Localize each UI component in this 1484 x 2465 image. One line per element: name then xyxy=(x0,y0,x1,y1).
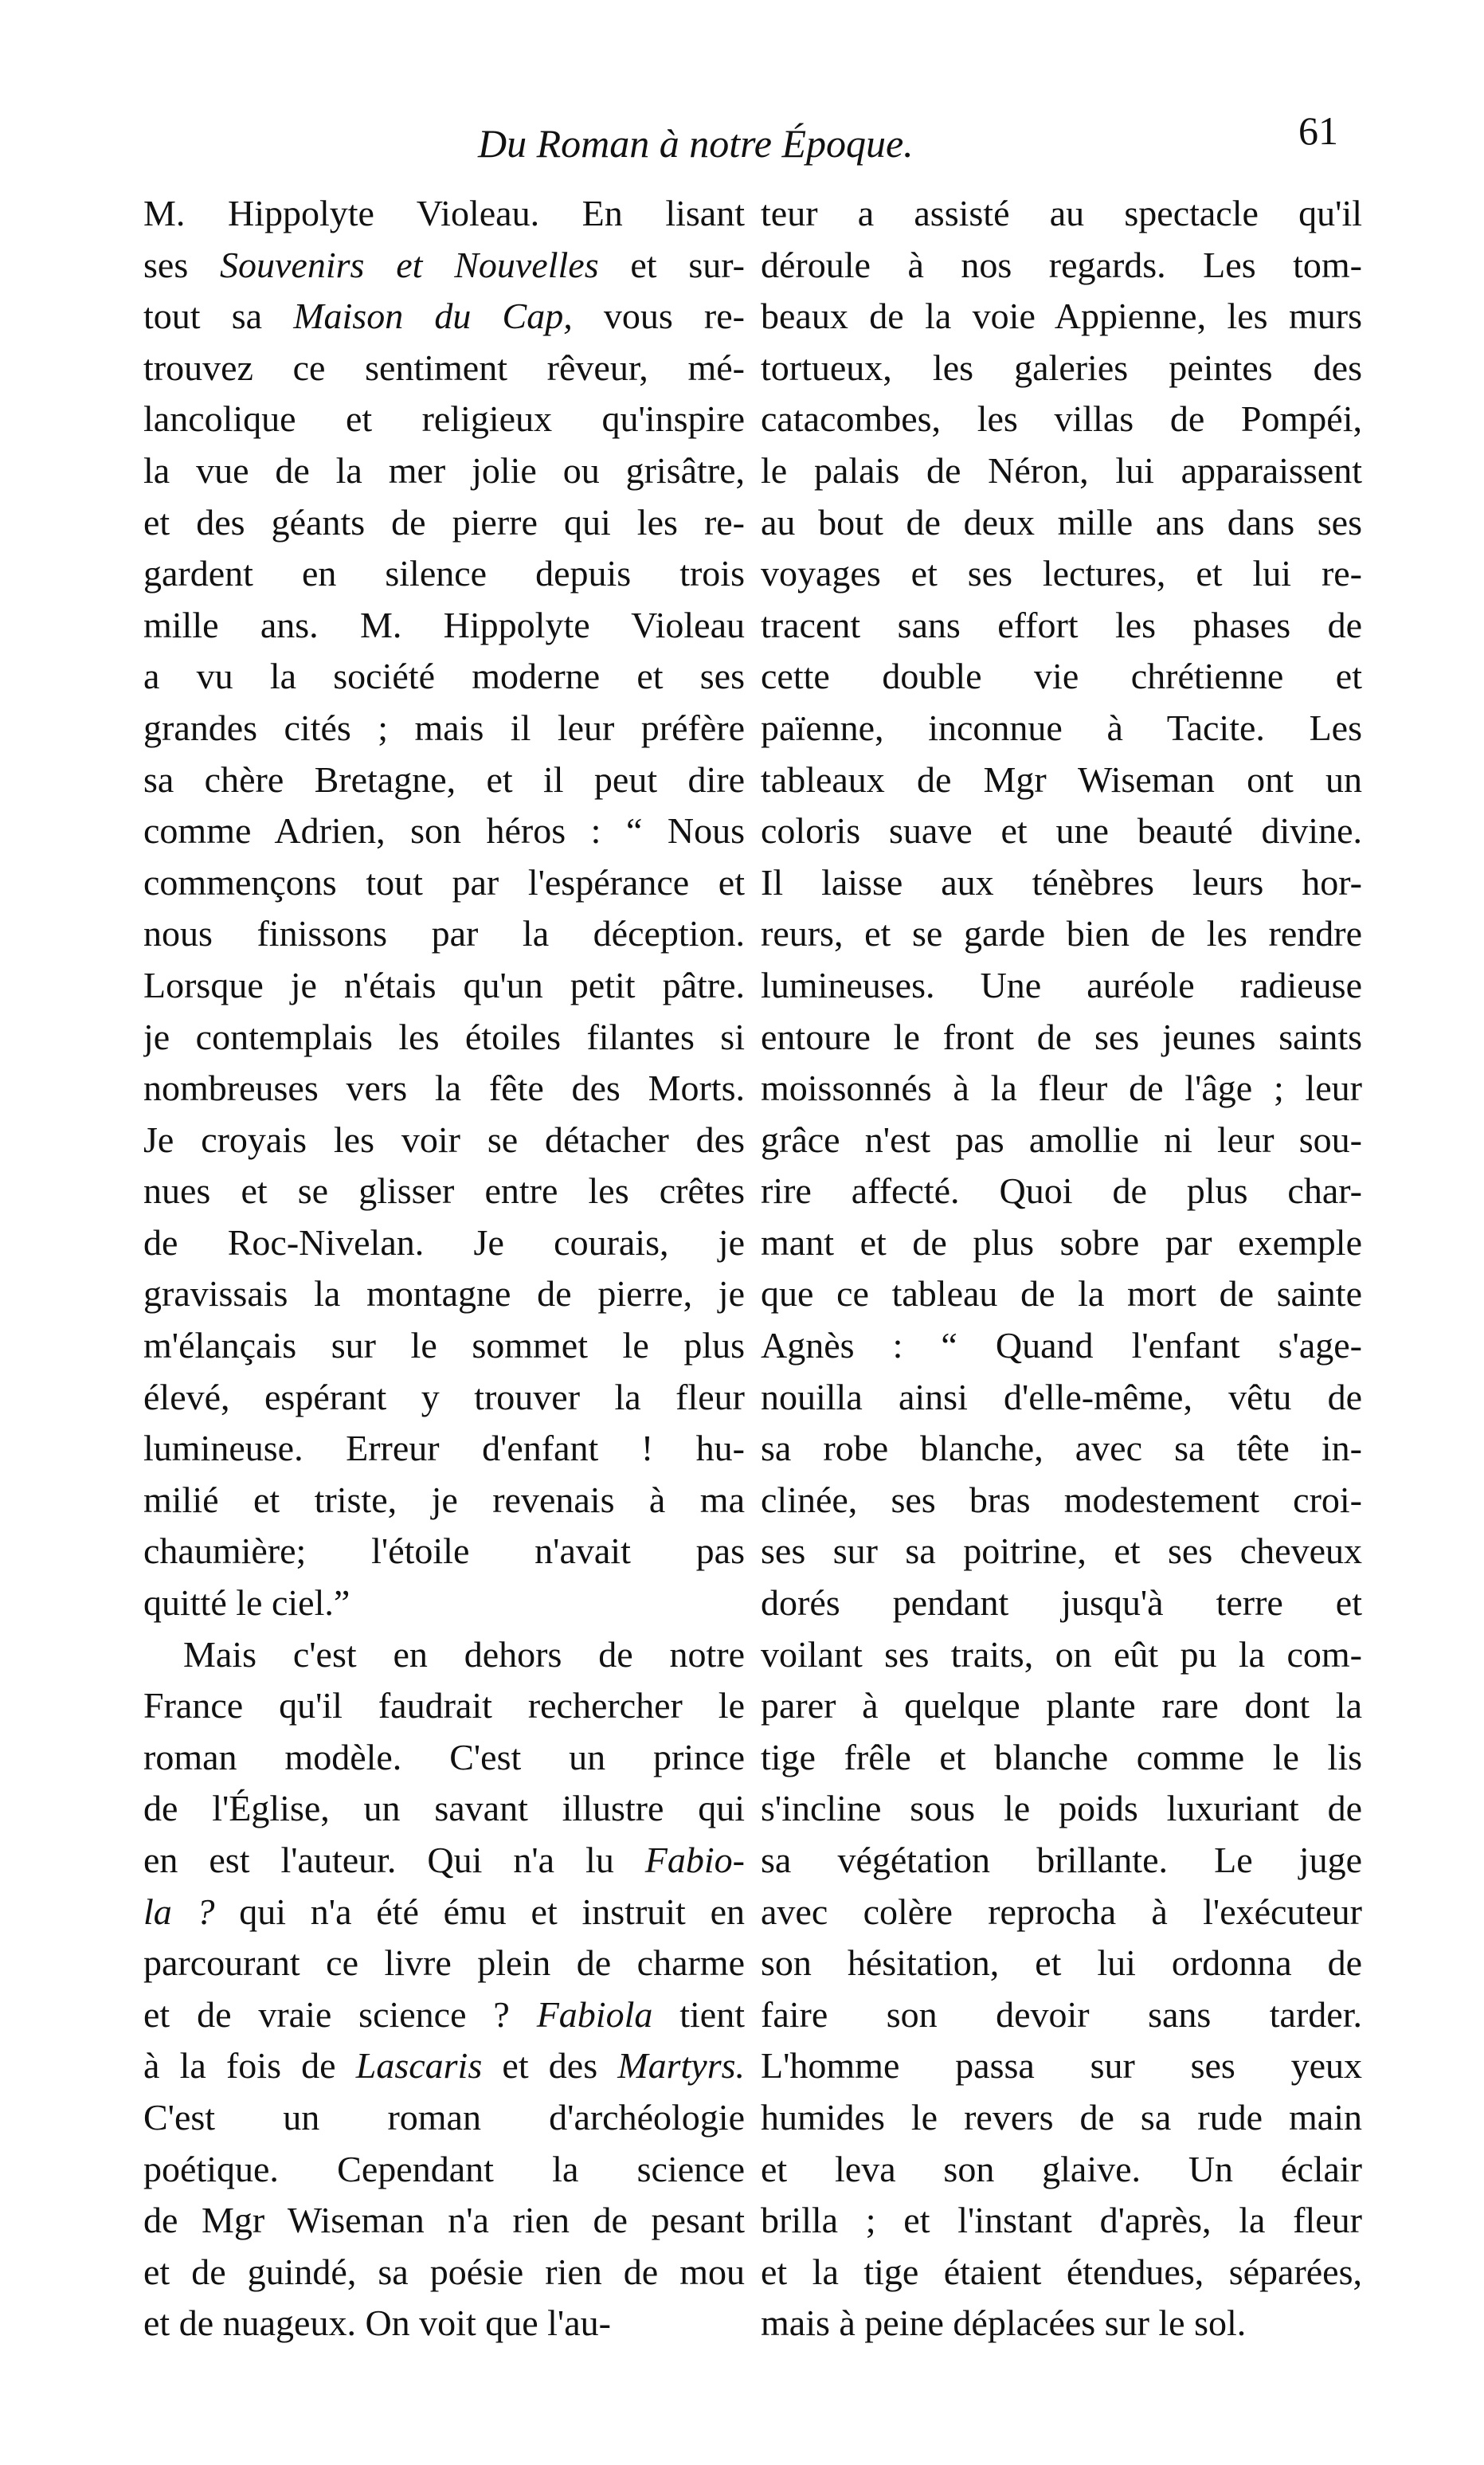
right-text-line xyxy=(761,1166,1362,1217)
text-segment: tige frêle et blanche comme le lis xyxy=(761,1736,1362,1777)
right-text-line xyxy=(761,2144,1362,2196)
left-text-line xyxy=(143,2195,745,2247)
left-text-line xyxy=(143,445,745,497)
left-text-line xyxy=(143,1938,745,1989)
right-text-line xyxy=(761,857,1362,909)
italic-title-segment: Fabio- xyxy=(644,1840,745,1880)
text-segment: sa chère Bretagne, et il peut dire xyxy=(143,758,745,800)
text-segment: nombreuses vers la fête des Morts. xyxy=(143,1068,745,1109)
right-text-line xyxy=(761,1372,1362,1424)
left-text-line xyxy=(143,600,745,652)
text-segment: gardent en silence depuis trois xyxy=(143,553,745,594)
text-segment: humides le revers de sa rude main xyxy=(761,2096,1362,2138)
right-text-line xyxy=(761,1680,1362,1732)
right-text-line xyxy=(761,1887,1362,1938)
text-segment: nues et se glisser entre les crêtes xyxy=(143,1170,745,1212)
right-text-line xyxy=(761,600,1362,652)
italic-title-segment: Souvenirs et Nouvelles xyxy=(220,244,599,285)
right-text-line xyxy=(761,2040,1362,2092)
left-text-line xyxy=(143,1320,745,1372)
text-segment: de Mgr Wiseman n'a rien de pesant xyxy=(143,2200,745,2241)
italic-title-segment: la ? xyxy=(143,1891,215,1932)
text-segment: coloris suave et une beauté divine. xyxy=(761,810,1362,852)
text-segment: tortueux, les galeries peintes des xyxy=(761,347,1362,388)
left-text-line xyxy=(143,857,745,909)
left-text-line xyxy=(143,2144,745,2196)
text-segment: commençons tout par l'espérance et xyxy=(143,861,745,903)
right-text-line xyxy=(761,908,1362,960)
text-segment: lumineuses. Une auréole radieuse xyxy=(761,964,1362,1005)
text-segment: tracent sans effort les phases de xyxy=(761,604,1362,645)
text-segment: quitté le ciel.” xyxy=(143,1582,350,1624)
text-segment: et de guindé, sa poésie rien de mou xyxy=(143,2251,745,2292)
right-text-line xyxy=(761,240,1362,292)
right-text-line xyxy=(761,805,1362,857)
right-text-line xyxy=(761,188,1362,240)
text-segment: qui n'a été ému et instruit en xyxy=(214,1891,745,1932)
text-segment: L'homme passa sur ses yeux xyxy=(761,2045,1362,2087)
text-segment: et de vraie science ? xyxy=(143,1993,537,2035)
text-segment: Mais c'est en dehors de notre xyxy=(183,1633,745,1675)
right-text-line xyxy=(761,2298,1362,2349)
text-segment: nous finissons par la déception. xyxy=(143,913,745,954)
text-segment: sa robe blanche, avec sa tête in- xyxy=(761,1428,1362,1469)
text-segment: parer à quelque plante rare dont la xyxy=(761,1685,1362,1726)
left-text-line xyxy=(143,1115,745,1166)
text-segment: teur a assisté au spectacle qu'il xyxy=(761,193,1362,233)
left-text-line xyxy=(143,394,745,445)
right-text-line xyxy=(761,445,1362,497)
left-text-line xyxy=(143,1732,745,1784)
text-segment: moissonnés à la fleur de l'âge ; leur xyxy=(761,1068,1362,1109)
text-segment: s'incline sous le poids luxuriant de xyxy=(761,1788,1362,1829)
text-segment: poétique. Cependant la science xyxy=(143,2148,745,2189)
text-segment: trouvez ce sentiment rêveur, mé- xyxy=(143,347,745,388)
right-text-column xyxy=(761,188,1362,2349)
left-text-line xyxy=(143,805,745,857)
left-text-line xyxy=(143,1217,745,1269)
text-segment: ses sur sa poitrine, et ses cheveux xyxy=(761,1530,1362,1572)
text-segment: entoure le front de ses jeunes saints xyxy=(761,1016,1362,1057)
text-segment: son hésitation, et lui ordonna de xyxy=(761,1942,1362,1984)
right-text-line xyxy=(761,2195,1362,2247)
right-text-line xyxy=(761,548,1362,600)
text-segment: brilla ; et l'instant d'après, la fleur xyxy=(761,2200,1362,2241)
left-text-line xyxy=(143,2040,745,2092)
text-segment: roman modèle. C'est un prince xyxy=(143,1736,745,1777)
right-text-line xyxy=(761,1835,1362,1887)
text-segment: avec colère reprocha à l'exécuteur xyxy=(761,1891,1362,1932)
right-text-line xyxy=(761,1989,1362,2041)
text-segment: rire affecté. Quoi de plus char- xyxy=(761,1170,1362,1212)
left-text-line xyxy=(143,343,745,394)
left-text-line xyxy=(143,548,745,600)
text-segment: mais à peine déplacées sur le sol. xyxy=(761,2302,1247,2344)
text-segment: C'est un roman d'archéologie xyxy=(143,2096,745,2138)
left-text-line xyxy=(143,1835,745,1887)
running-header: Du Roman à notre Époque. xyxy=(478,121,914,166)
text-segment: et des xyxy=(482,2045,618,2087)
left-text-line xyxy=(143,1887,745,1938)
right-text-line xyxy=(761,497,1362,549)
right-text-line xyxy=(761,1732,1362,1784)
right-text-line xyxy=(761,343,1362,394)
right-text-line xyxy=(761,1012,1362,1064)
right-text-line xyxy=(761,960,1362,1012)
left-text-line xyxy=(143,1012,745,1064)
text-segment: la vue de la mer jolie ou grisâtre, xyxy=(143,449,745,491)
left-text-line xyxy=(143,1063,745,1115)
text-segment: de Roc-Nivelan. Je courais, je xyxy=(143,1221,745,1263)
text-segment: au bout de deux mille ans dans ses xyxy=(761,501,1362,543)
left-text-line xyxy=(143,754,745,806)
left-text-line xyxy=(143,1268,745,1320)
text-segment: Agnès : “ Quand l'enfant s'age- xyxy=(761,1325,1362,1366)
left-text-line xyxy=(143,1680,745,1732)
text-segment: et des géants de pierre qui les re- xyxy=(143,501,745,543)
text-segment: M. Hippolyte Violeau. En lisant xyxy=(143,193,745,233)
text-segment: que ce tableau de la mort de sainte xyxy=(761,1273,1362,1315)
text-segment: Il laisse aux ténèbres leurs hor- xyxy=(761,861,1362,903)
text-segment: voilant ses traits, on eût pu la com- xyxy=(761,1633,1362,1675)
text-segment: et de nuageux. On voit que l'au- xyxy=(143,2302,611,2344)
left-text-line xyxy=(143,1989,745,2041)
right-text-line xyxy=(761,1217,1362,1269)
text-segment: clinée, ses bras modestement croi- xyxy=(761,1479,1362,1520)
left-text-line xyxy=(143,2092,745,2144)
text-segment: chaumière; l'étoile n'avait pas xyxy=(143,1530,745,1572)
left-text-line xyxy=(143,188,745,240)
left-text-line xyxy=(143,908,745,960)
right-text-line xyxy=(761,1423,1362,1475)
page-number: 61 xyxy=(1298,108,1338,153)
right-text-line xyxy=(761,394,1362,445)
italic-title-segment: Lascaris xyxy=(355,2045,483,2087)
text-segment: mant et de plus sobre par exemple xyxy=(761,1221,1362,1263)
left-text-line xyxy=(143,240,745,292)
text-segment: païenne, inconnue à Tacite. Les xyxy=(761,707,1362,748)
left-text-line xyxy=(143,2247,745,2298)
text-segment: et la tige étaient étendues, séparées, xyxy=(761,2251,1362,2292)
left-text-column xyxy=(143,188,745,2349)
right-text-line xyxy=(761,1063,1362,1115)
left-text-line xyxy=(143,1577,745,1629)
text-segment: en est l'auteur. Qui n'a lu xyxy=(143,1840,645,1880)
left-text-line xyxy=(143,497,745,549)
right-text-line xyxy=(761,651,1362,703)
left-text-line xyxy=(143,1783,745,1835)
text-segment: lancolique et religieux qu'inspire xyxy=(143,398,745,440)
left-text-line xyxy=(143,1526,745,1577)
left-text-line xyxy=(143,1629,745,1681)
left-text-line xyxy=(143,2298,745,2349)
text-segment: et leva son glaive. Un éclair xyxy=(761,2148,1362,2189)
text-segment: nouilla ainsi d'elle-même, vêtu de xyxy=(761,1376,1362,1417)
right-text-line xyxy=(761,1938,1362,1989)
text-segment: catacombes, les villas de Pompéi, xyxy=(761,398,1362,440)
text-segment: parcourant ce livre plein de charme xyxy=(143,1942,745,1984)
right-text-line xyxy=(761,754,1362,806)
text-segment: tout sa xyxy=(143,296,294,337)
right-text-line xyxy=(761,1629,1362,1681)
text-segment: ses xyxy=(143,244,221,285)
italic-title-segment: Martyrs. xyxy=(617,2045,745,2087)
text-segment: voyages et ses lectures, et lui re- xyxy=(761,553,1362,594)
text-segment: déroule à nos regards. Les tom- xyxy=(761,244,1362,285)
text-segment: faire son devoir sans tarder. xyxy=(761,1993,1362,2035)
text-segment: gravissais la montagne de pierre, je xyxy=(143,1273,745,1315)
right-text-line xyxy=(761,1115,1362,1166)
right-text-line xyxy=(761,2247,1362,2298)
right-text-line xyxy=(761,1783,1362,1835)
text-segment: a vu la société moderne et ses xyxy=(143,656,745,697)
text-segment: lumineuse. Erreur d'enfant ! hu- xyxy=(143,1428,745,1469)
text-segment: élevé, espérant y trouver la fleur xyxy=(143,1376,745,1417)
left-text-line xyxy=(143,960,745,1012)
left-text-line xyxy=(143,1475,745,1526)
text-segment: et sur- xyxy=(598,244,745,285)
left-text-line xyxy=(143,1423,745,1475)
right-text-line xyxy=(761,1320,1362,1372)
right-text-line xyxy=(761,1577,1362,1629)
text-segment: Lorsque je n'étais qu'un petit pâtre. xyxy=(143,964,745,1005)
text-segment: le palais de Néron, lui apparaissent xyxy=(761,449,1362,491)
right-text-line xyxy=(761,291,1362,343)
text-segment: France qu'il faudrait rechercher le xyxy=(143,1685,745,1726)
left-text-line xyxy=(143,1166,745,1217)
text-segment: à la fois de xyxy=(143,2045,356,2087)
text-segment: je contemplais les étoiles filantes si xyxy=(143,1016,745,1057)
left-text-line xyxy=(143,651,745,703)
right-text-line xyxy=(761,1268,1362,1320)
right-text-line xyxy=(761,1475,1362,1526)
text-segment: vous re- xyxy=(572,296,745,337)
text-segment: milié et triste, je revenais à ma xyxy=(143,1479,745,1520)
text-segment: reurs, et se garde bien de les rendre xyxy=(761,913,1362,954)
text-segment: grandes cités ; mais il leur préfère xyxy=(143,707,745,748)
text-segment: tableaux de Mgr Wiseman ont un xyxy=(761,758,1362,800)
italic-title-segment: Fabiola xyxy=(536,1993,653,2035)
left-text-line xyxy=(143,291,745,343)
italic-title-segment: Maison du Cap, xyxy=(293,296,573,337)
right-text-line xyxy=(761,1526,1362,1577)
text-segment: cette double vie chrétienne et xyxy=(761,656,1362,697)
text-segment: beaux de la voie Appienne, les murs xyxy=(761,296,1362,337)
text-segment: comme Adrien, son héros : “ Nous xyxy=(143,810,745,852)
text-segment: grâce n'est pas amollie ni leur sou- xyxy=(761,1119,1362,1160)
text-segment: mille ans. M. Hippolyte Violeau xyxy=(143,604,745,645)
text-segment: m'élançais sur le sommet le plus xyxy=(143,1325,745,1366)
right-text-line xyxy=(761,2092,1362,2144)
text-segment: sa végétation brillante. Le juge xyxy=(761,1840,1362,1880)
text-segment: tient xyxy=(652,1993,745,2035)
text-segment: de l'Église, un savant illustre qui xyxy=(143,1788,745,1829)
text-segment: Je croyais les voir se détacher des xyxy=(143,1119,745,1160)
left-text-line xyxy=(143,703,745,754)
right-text-line xyxy=(761,703,1362,754)
left-text-line xyxy=(143,1372,745,1424)
text-segment: dorés pendant jusqu'à terre et xyxy=(761,1582,1362,1624)
